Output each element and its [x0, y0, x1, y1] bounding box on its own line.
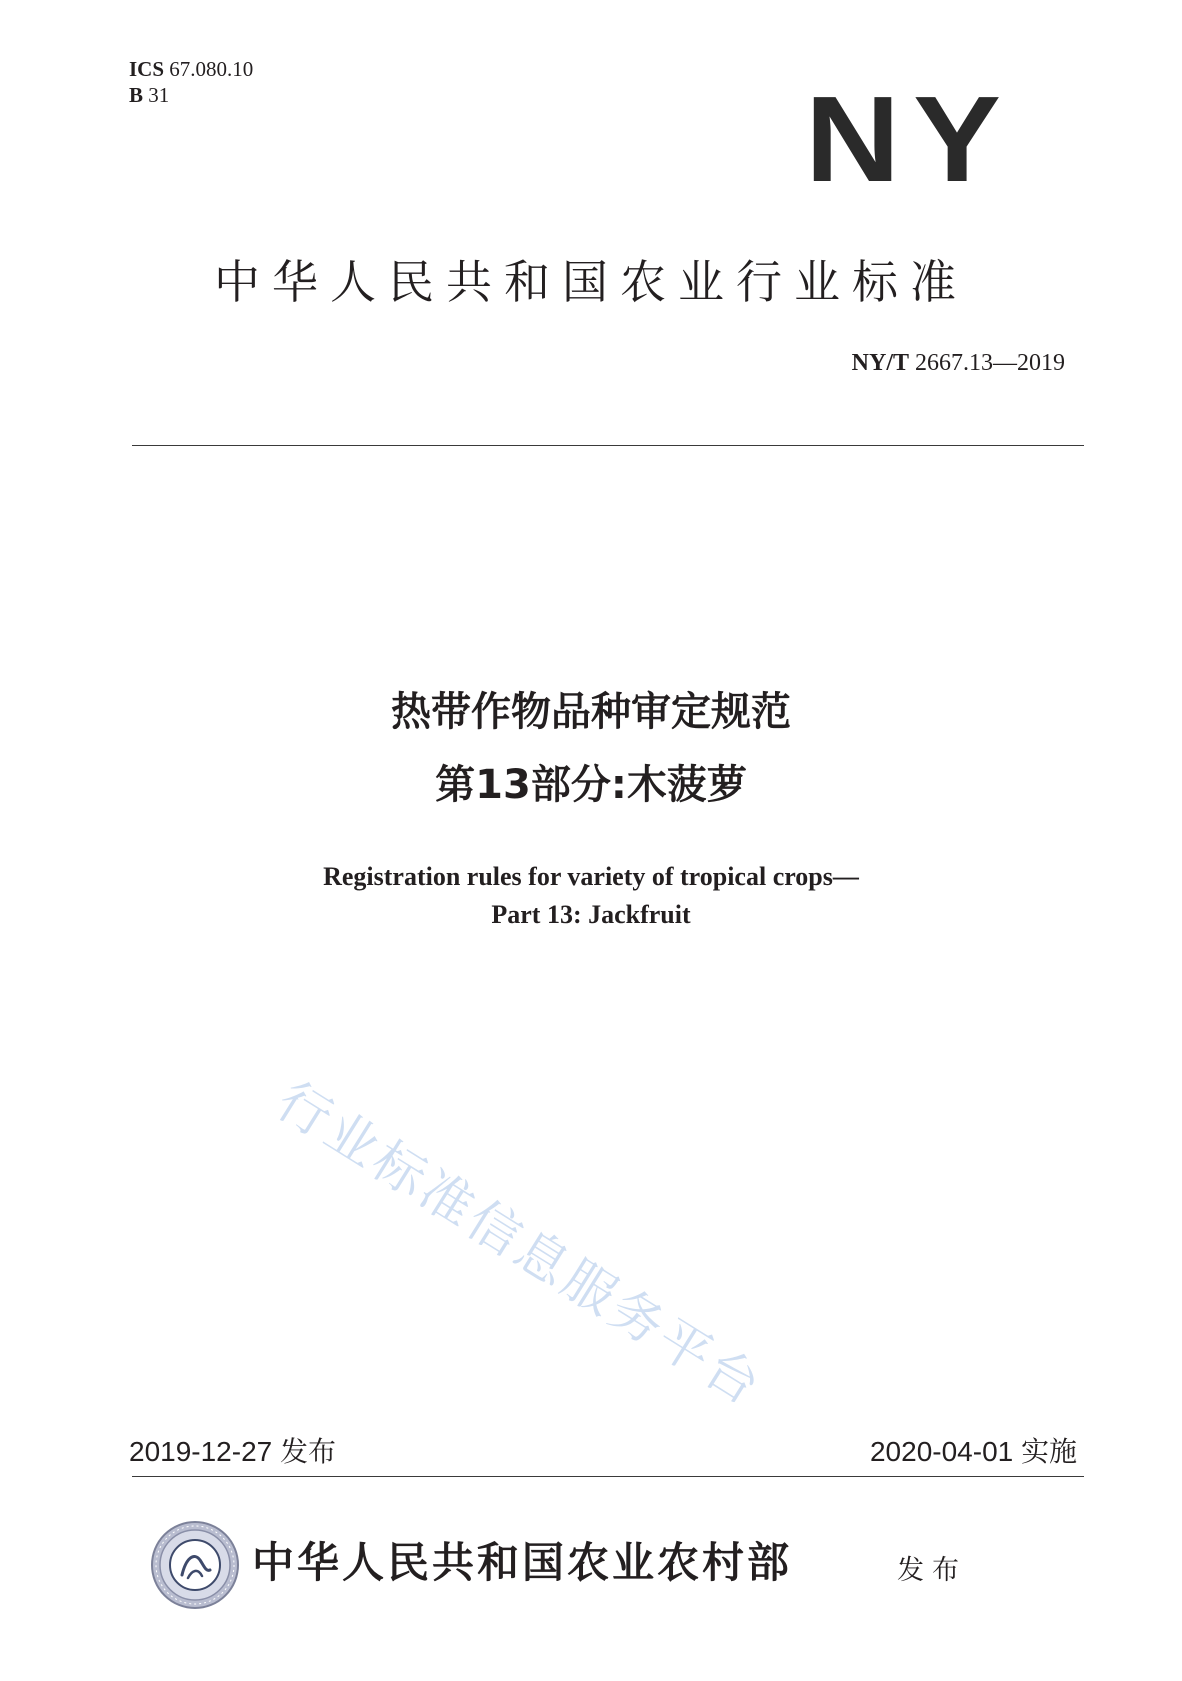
ny-logo: NY — [805, 71, 1014, 207]
cn-title-line2: 第13部分:木菠萝 — [435, 762, 747, 808]
en-title-line1: Registration rules for variety of tropical crops— — [323, 862, 859, 891]
top-divider — [132, 445, 1084, 446]
ics-label: ICS — [129, 57, 165, 81]
standard-number-value: 2667.13—2019 — [915, 350, 1065, 376]
implement-date: 2020-04-01 实施 — [869, 1436, 1077, 1467]
ics-line — [129, 56, 253, 82]
ministry-seal-icon — [150, 1520, 240, 1610]
ics-value: 67.080.10 — [169, 57, 254, 81]
publisher-name: 中华人民共和国农业农村部 — [252, 1538, 793, 1587]
issue-date: 2019-12-27 发布 — [129, 1436, 337, 1467]
standard-title: 中华人民共和国农业行业标准 — [214, 255, 968, 309]
bottom-divider — [132, 1476, 1084, 1477]
ccs-line — [129, 82, 253, 108]
cn-title-line1: 热带作物品种审定规范 — [391, 689, 791, 735]
standard-number-prefix: NY/T — [851, 350, 909, 376]
en-title-line2: Part 13: Jackfruit — [491, 900, 691, 929]
publish-label: 发布 — [897, 1555, 967, 1586]
standard-number — [852, 350, 1065, 377]
classification-codes — [129, 56, 253, 108]
ccs-label: B — [129, 83, 144, 107]
watermark: 行业标准信息服务平台 — [266, 1071, 774, 1419]
ccs-value: 31 — [148, 83, 170, 107]
